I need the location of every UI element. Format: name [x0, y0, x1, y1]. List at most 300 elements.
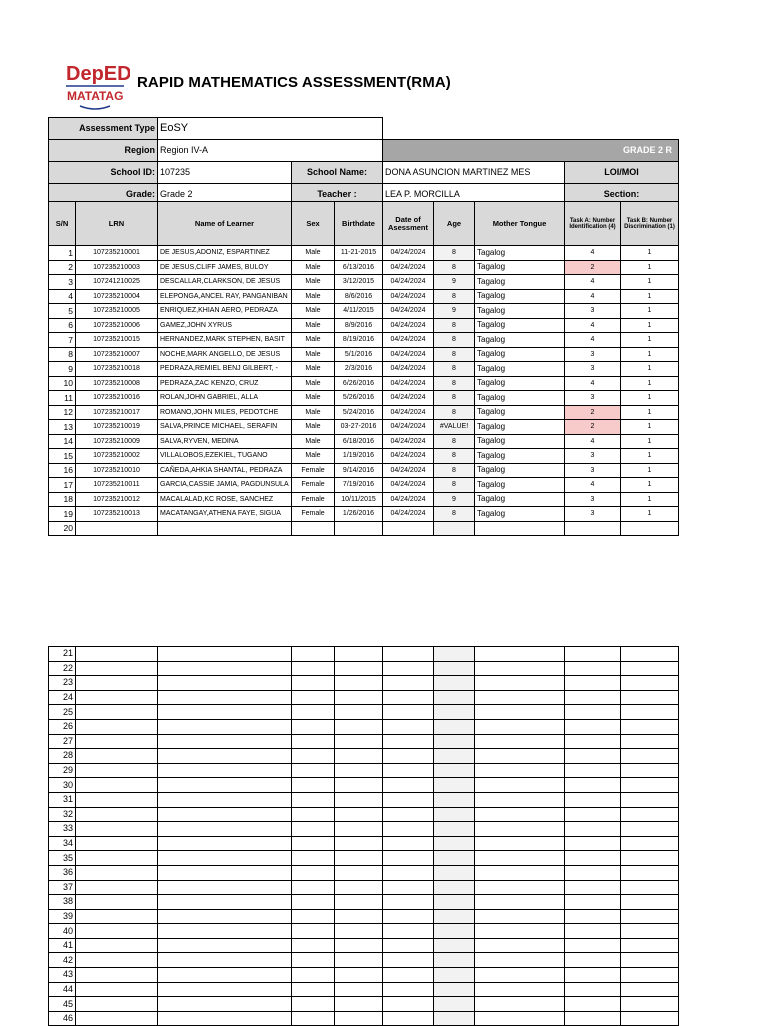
empty-cell[interactable]	[292, 705, 335, 720]
cell-name[interactable]: ELEPONGA,ANCEL RAY, PANGANIBAN	[158, 289, 292, 304]
cell-a[interactable]: 4	[565, 275, 621, 290]
empty-cell[interactable]	[475, 953, 565, 968]
cell-date[interactable]: 04/24/2024	[383, 376, 434, 391]
cell-sn[interactable]: 3	[49, 275, 76, 290]
cell-age[interactable]: #VALUE!	[434, 420, 475, 435]
cell-b[interactable]: 1	[621, 463, 679, 478]
cell-age[interactable]: 8	[434, 318, 475, 333]
empty-cell[interactable]	[158, 763, 292, 778]
cell-a[interactable]: 4	[565, 246, 621, 261]
cell-age[interactable]: 8	[434, 449, 475, 464]
cell-a[interactable]: 4	[565, 318, 621, 333]
empty-cell[interactable]	[383, 763, 434, 778]
empty-cell[interactable]	[434, 792, 475, 807]
empty-cell[interactable]	[565, 822, 621, 837]
cell-mt[interactable]	[475, 521, 565, 536]
cell-b[interactable]: 1	[621, 347, 679, 362]
cell-sn[interactable]: 10	[49, 376, 76, 391]
empty-cell[interactable]	[76, 792, 158, 807]
empty-cell[interactable]	[158, 822, 292, 837]
empty-cell[interactable]	[76, 865, 158, 880]
cell-age[interactable]: 8	[434, 376, 475, 391]
cell-age[interactable]: 8	[434, 478, 475, 493]
cell-b[interactable]: 1	[621, 289, 679, 304]
cell-date[interactable]: 04/24/2024	[383, 289, 434, 304]
cell-name[interactable]: GAMEZ,JOHN XYRUS	[158, 318, 292, 333]
empty-cell[interactable]	[621, 734, 679, 749]
cell-sn[interactable]: 18	[49, 492, 76, 507]
cell-a[interactable]: 4	[565, 434, 621, 449]
cell-lrn[interactable]: 107235210001	[76, 246, 158, 261]
empty-cell[interactable]	[335, 997, 383, 1012]
cell-sn[interactable]: 39	[49, 909, 76, 924]
empty-cell[interactable]	[292, 865, 335, 880]
cell-sn[interactable]: 32	[49, 807, 76, 822]
school-name-value[interactable]: DONA ASUNCION MARTINEZ MES	[383, 162, 565, 184]
empty-cell[interactable]	[434, 865, 475, 880]
empty-cell[interactable]	[76, 938, 158, 953]
empty-cell[interactable]	[292, 909, 335, 924]
school-id-value[interactable]: 107235	[158, 162, 292, 184]
empty-cell[interactable]	[621, 705, 679, 720]
empty-cell[interactable]	[475, 647, 565, 662]
empty-cell[interactable]	[621, 836, 679, 851]
cell-lrn[interactable]: 107235210003	[76, 260, 158, 275]
cell-b[interactable]: 1	[621, 333, 679, 348]
cell-a[interactable]: 4	[565, 333, 621, 348]
empty-cell[interactable]	[292, 836, 335, 851]
empty-cell[interactable]	[158, 734, 292, 749]
cell-age[interactable]	[434, 521, 475, 536]
empty-cell[interactable]	[76, 909, 158, 924]
cell-age[interactable]: 8	[434, 507, 475, 522]
empty-cell[interactable]	[292, 924, 335, 939]
cell-b[interactable]: 1	[621, 434, 679, 449]
empty-cell[interactable]	[434, 924, 475, 939]
empty-cell[interactable]	[383, 968, 434, 983]
empty-cell[interactable]	[565, 909, 621, 924]
cell-sn[interactable]: 27	[49, 734, 76, 749]
cell-b[interactable]	[621, 521, 679, 536]
empty-cell[interactable]	[158, 792, 292, 807]
empty-cell[interactable]	[565, 953, 621, 968]
cell-b[interactable]: 1	[621, 318, 679, 333]
cell-a[interactable]: 3	[565, 362, 621, 377]
empty-cell[interactable]	[76, 690, 158, 705]
empty-cell[interactable]	[565, 647, 621, 662]
empty-cell[interactable]	[383, 661, 434, 676]
cell-lrn[interactable]: 107235210005	[76, 304, 158, 319]
empty-cell[interactable]	[76, 997, 158, 1012]
cell-sex[interactable]: Male	[292, 420, 335, 435]
empty-cell[interactable]	[434, 909, 475, 924]
cell-sex[interactable]: Male	[292, 376, 335, 391]
empty-cell[interactable]	[158, 880, 292, 895]
cell-birth[interactable]: 1/26/2016	[335, 507, 383, 522]
cell-mt[interactable]: Tagalog	[475, 434, 565, 449]
cell-name[interactable]: DESCALLAR,CLARKSON, DE JESUS	[158, 275, 292, 290]
empty-cell[interactable]	[158, 836, 292, 851]
cell-a[interactable]: 3	[565, 507, 621, 522]
empty-cell[interactable]	[565, 690, 621, 705]
empty-cell[interactable]	[475, 836, 565, 851]
cell-birth[interactable]: 8/9/2016	[335, 318, 383, 333]
cell-b[interactable]: 1	[621, 260, 679, 275]
empty-cell[interactable]	[383, 997, 434, 1012]
empty-cell[interactable]	[621, 982, 679, 997]
empty-cell[interactable]	[383, 690, 434, 705]
cell-mt[interactable]: Tagalog	[475, 478, 565, 493]
empty-cell[interactable]	[565, 734, 621, 749]
cell-sn[interactable]: 9	[49, 362, 76, 377]
empty-cell[interactable]	[292, 690, 335, 705]
empty-cell[interactable]	[475, 895, 565, 910]
empty-cell[interactable]	[475, 676, 565, 691]
cell-sn[interactable]: 13	[49, 420, 76, 435]
cell-lrn[interactable]: 107235210011	[76, 478, 158, 493]
empty-cell[interactable]	[335, 953, 383, 968]
empty-cell[interactable]	[158, 705, 292, 720]
cell-date[interactable]: 04/24/2024	[383, 275, 434, 290]
cell-name[interactable]: PEDRAZA,ZAC KENZO, CRUZ	[158, 376, 292, 391]
cell-a[interactable]: 3	[565, 304, 621, 319]
cell-sex[interactable]: Male	[292, 449, 335, 464]
empty-cell[interactable]	[383, 734, 434, 749]
empty-cell[interactable]	[292, 792, 335, 807]
empty-cell[interactable]	[158, 909, 292, 924]
cell-sn[interactable]: 25	[49, 705, 76, 720]
empty-cell[interactable]	[292, 968, 335, 983]
cell-name[interactable]: SALVA,RYVEN, MEDINA	[158, 434, 292, 449]
empty-cell[interactable]	[335, 763, 383, 778]
empty-cell[interactable]	[621, 763, 679, 778]
empty-cell[interactable]	[621, 749, 679, 764]
empty-cell[interactable]	[621, 778, 679, 793]
cell-birth[interactable]	[335, 521, 383, 536]
cell-mt[interactable]: Tagalog	[475, 260, 565, 275]
cell-sex[interactable]: Male	[292, 275, 335, 290]
cell-sn[interactable]: 35	[49, 851, 76, 866]
cell-sn[interactable]: 2	[49, 260, 76, 275]
empty-cell[interactable]	[621, 924, 679, 939]
empty-cell[interactable]	[76, 676, 158, 691]
cell-a[interactable]: 3	[565, 347, 621, 362]
cell-lrn[interactable]: 107235210013	[76, 507, 158, 522]
empty-cell[interactable]	[383, 938, 434, 953]
empty-cell[interactable]	[292, 661, 335, 676]
empty-cell[interactable]	[621, 676, 679, 691]
cell-name[interactable]: ENRIQUEZ,KHIAN AERO, PEDRAZA	[158, 304, 292, 319]
cell-birth[interactable]: 3/12/2015	[335, 275, 383, 290]
cell-birth[interactable]: 10/11/2015	[335, 492, 383, 507]
cell-b[interactable]: 1	[621, 362, 679, 377]
cell-sex[interactable]: Male	[292, 260, 335, 275]
cell-b[interactable]: 1	[621, 478, 679, 493]
cell-mt[interactable]: Tagalog	[475, 376, 565, 391]
empty-cell[interactable]	[434, 938, 475, 953]
cell-sn[interactable]: 24	[49, 690, 76, 705]
cell-a[interactable]: 3	[565, 492, 621, 507]
empty-cell[interactable]	[434, 763, 475, 778]
empty-cell[interactable]	[158, 647, 292, 662]
cell-sn[interactable]: 19	[49, 507, 76, 522]
cell-lrn[interactable]: 107235210009	[76, 434, 158, 449]
cell-b[interactable]: 1	[621, 376, 679, 391]
cell-sex[interactable]: Male	[292, 391, 335, 406]
cell-age[interactable]: 9	[434, 492, 475, 507]
cell-date[interactable]: 04/24/2024	[383, 304, 434, 319]
cell-sex[interactable]: Male	[292, 289, 335, 304]
empty-cell[interactable]	[434, 968, 475, 983]
cell-lrn[interactable]: 107235210008	[76, 376, 158, 391]
cell-age[interactable]: 9	[434, 304, 475, 319]
empty-cell[interactable]	[434, 880, 475, 895]
cell-age[interactable]: 8	[434, 405, 475, 420]
cell-sn[interactable]: 34	[49, 836, 76, 851]
empty-cell[interactable]	[335, 647, 383, 662]
empty-cell[interactable]	[565, 661, 621, 676]
cell-birth[interactable]: 2/3/2016	[335, 362, 383, 377]
empty-cell[interactable]	[383, 749, 434, 764]
cell-a[interactable]: 4	[565, 376, 621, 391]
empty-cell[interactable]	[292, 997, 335, 1012]
cell-name[interactable]	[158, 521, 292, 536]
empty-cell[interactable]	[621, 661, 679, 676]
cell-birth[interactable]: 03-27-2016	[335, 420, 383, 435]
cell-date[interactable]: 04/24/2024	[383, 333, 434, 348]
cell-sn[interactable]: 21	[49, 647, 76, 662]
cell-date[interactable]: 04/24/2024	[383, 478, 434, 493]
cell-birth[interactable]: 5/1/2016	[335, 347, 383, 362]
empty-cell[interactable]	[335, 719, 383, 734]
cell-birth[interactable]: 6/26/2016	[335, 376, 383, 391]
cell-sn[interactable]: 15	[49, 449, 76, 464]
cell-lrn[interactable]: 107235210019	[76, 420, 158, 435]
empty-cell[interactable]	[434, 836, 475, 851]
empty-cell[interactable]	[475, 968, 565, 983]
cell-name[interactable]: SALVA,PRINCE MICHAEL, SERAFIN	[158, 420, 292, 435]
region-value[interactable]: Region IV-A	[158, 140, 383, 162]
cell-b[interactable]: 1	[621, 420, 679, 435]
cell-a[interactable]: 3	[565, 449, 621, 464]
cell-mt[interactable]: Tagalog	[475, 391, 565, 406]
empty-cell[interactable]	[383, 953, 434, 968]
empty-cell[interactable]	[76, 647, 158, 662]
empty-cell[interactable]	[158, 982, 292, 997]
cell-sex[interactable]: Male	[292, 405, 335, 420]
empty-cell[interactable]	[621, 647, 679, 662]
cell-birth[interactable]: 6/13/2016	[335, 260, 383, 275]
empty-cell[interactable]	[621, 690, 679, 705]
empty-cell[interactable]	[76, 719, 158, 734]
empty-cell[interactable]	[434, 895, 475, 910]
empty-cell[interactable]	[565, 807, 621, 822]
cell-a[interactable]: 4	[565, 289, 621, 304]
cell-lrn[interactable]: 107235210016	[76, 391, 158, 406]
empty-cell[interactable]	[621, 968, 679, 983]
empty-cell[interactable]	[565, 938, 621, 953]
empty-cell[interactable]	[292, 763, 335, 778]
cell-sn[interactable]: 7	[49, 333, 76, 348]
cell-date[interactable]: 04/24/2024	[383, 434, 434, 449]
cell-name[interactable]: DE JESUS,CLIFF JAMES, BULOY	[158, 260, 292, 275]
cell-age[interactable]: 8	[434, 434, 475, 449]
empty-cell[interactable]	[565, 968, 621, 983]
cell-date[interactable]: 04/24/2024	[383, 391, 434, 406]
cell-mt[interactable]: Tagalog	[475, 333, 565, 348]
empty-cell[interactable]	[292, 676, 335, 691]
empty-cell[interactable]	[383, 851, 434, 866]
empty-cell[interactable]	[76, 661, 158, 676]
cell-mt[interactable]: Tagalog	[475, 304, 565, 319]
cell-sex[interactable]: Male	[292, 333, 335, 348]
cell-a[interactable]: 3	[565, 391, 621, 406]
cell-date[interactable]: 04/24/2024	[383, 347, 434, 362]
empty-cell[interactable]	[292, 807, 335, 822]
empty-cell[interactable]	[434, 719, 475, 734]
cell-b[interactable]: 1	[621, 405, 679, 420]
cell-sex[interactable]: Male	[292, 347, 335, 362]
empty-cell[interactable]	[383, 822, 434, 837]
empty-cell[interactable]	[434, 705, 475, 720]
cell-sn[interactable]: 23	[49, 676, 76, 691]
cell-sn[interactable]: 38	[49, 895, 76, 910]
cell-age[interactable]: 8	[434, 463, 475, 478]
empty-cell[interactable]	[158, 851, 292, 866]
empty-cell[interactable]	[292, 953, 335, 968]
cell-age[interactable]: 8	[434, 289, 475, 304]
cell-age[interactable]: 8	[434, 362, 475, 377]
empty-cell[interactable]	[292, 822, 335, 837]
cell-sn[interactable]: 12	[49, 405, 76, 420]
cell-age[interactable]: 8	[434, 246, 475, 261]
empty-cell[interactable]	[158, 968, 292, 983]
cell-lrn[interactable]: 107235210006	[76, 318, 158, 333]
cell-sn[interactable]: 4	[49, 289, 76, 304]
empty-cell[interactable]	[335, 851, 383, 866]
cell-lrn[interactable]: 107235210017	[76, 405, 158, 420]
cell-sex[interactable]: Female	[292, 507, 335, 522]
cell-lrn[interactable]: 107235210015	[76, 333, 158, 348]
empty-cell[interactable]	[434, 982, 475, 997]
empty-cell[interactable]	[335, 705, 383, 720]
empty-cell[interactable]	[621, 807, 679, 822]
empty-cell[interactable]	[158, 778, 292, 793]
empty-cell[interactable]	[434, 851, 475, 866]
cell-sn[interactable]: 17	[49, 478, 76, 493]
cell-date[interactable]: 04/24/2024	[383, 318, 434, 333]
cell-birth[interactable]: 5/26/2016	[335, 391, 383, 406]
cell-sn[interactable]: 14	[49, 434, 76, 449]
cell-lrn[interactable]: 107235210018	[76, 362, 158, 377]
empty-cell[interactable]	[76, 749, 158, 764]
empty-cell[interactable]	[621, 909, 679, 924]
empty-cell[interactable]	[158, 719, 292, 734]
empty-cell[interactable]	[158, 807, 292, 822]
empty-cell[interactable]	[621, 880, 679, 895]
empty-cell[interactable]	[335, 982, 383, 997]
cell-mt[interactable]: Tagalog	[475, 449, 565, 464]
cell-sn[interactable]: 16	[49, 463, 76, 478]
empty-cell[interactable]	[434, 690, 475, 705]
cell-mt[interactable]: Tagalog	[475, 405, 565, 420]
empty-cell[interactable]	[565, 895, 621, 910]
cell-date[interactable]	[383, 521, 434, 536]
empty-cell[interactable]	[475, 982, 565, 997]
empty-cell[interactable]	[475, 938, 565, 953]
cell-sex[interactable]	[292, 521, 335, 536]
cell-sn[interactable]: 42	[49, 953, 76, 968]
empty-cell[interactable]	[158, 661, 292, 676]
empty-cell[interactable]	[621, 792, 679, 807]
cell-sn[interactable]: 28	[49, 749, 76, 764]
cell-b[interactable]: 1	[621, 304, 679, 319]
cell-birth[interactable]: 9/14/2016	[335, 463, 383, 478]
empty-cell[interactable]	[565, 924, 621, 939]
empty-cell[interactable]	[292, 734, 335, 749]
empty-cell[interactable]	[434, 807, 475, 822]
cell-sn[interactable]: 1	[49, 246, 76, 261]
empty-cell[interactable]	[565, 880, 621, 895]
empty-cell[interactable]	[383, 719, 434, 734]
empty-cell[interactable]	[434, 734, 475, 749]
cell-lrn[interactable]: 107241210025	[76, 275, 158, 290]
cell-birth[interactable]: 1/19/2016	[335, 449, 383, 464]
empty-cell[interactable]	[335, 690, 383, 705]
cell-sn[interactable]: 26	[49, 719, 76, 734]
empty-cell[interactable]	[434, 953, 475, 968]
empty-cell[interactable]	[434, 647, 475, 662]
cell-sn[interactable]: 20	[49, 521, 76, 536]
empty-cell[interactable]	[475, 690, 565, 705]
cell-name[interactable]: MACATANGAY,ATHENA FAYE, SIGUA	[158, 507, 292, 522]
empty-cell[interactable]	[475, 719, 565, 734]
cell-date[interactable]: 04/24/2024	[383, 246, 434, 261]
empty-cell[interactable]	[335, 749, 383, 764]
empty-cell[interactable]	[76, 807, 158, 822]
empty-cell[interactable]	[434, 822, 475, 837]
empty-cell[interactable]	[434, 661, 475, 676]
cell-date[interactable]: 04/24/2024	[383, 362, 434, 377]
cell-name[interactable]: ROLAN,JOHN GABRIEL, ALLA	[158, 391, 292, 406]
empty-cell[interactable]	[335, 895, 383, 910]
cell-sn[interactable]: 29	[49, 763, 76, 778]
empty-cell[interactable]	[292, 778, 335, 793]
empty-cell[interactable]	[621, 719, 679, 734]
empty-cell[interactable]	[335, 909, 383, 924]
cell-birth[interactable]: 8/19/2016	[335, 333, 383, 348]
empty-cell[interactable]	[158, 997, 292, 1012]
empty-cell[interactable]	[383, 924, 434, 939]
empty-cell[interactable]	[565, 676, 621, 691]
cell-a[interactable]: 3	[565, 463, 621, 478]
empty-cell[interactable]	[335, 880, 383, 895]
empty-cell[interactable]	[565, 865, 621, 880]
empty-cell[interactable]	[383, 792, 434, 807]
cell-b[interactable]: 1	[621, 275, 679, 290]
cell-name[interactable]: CAÑEDA,AHKIA SHANTAL, PEDRAZA	[158, 463, 292, 478]
empty-cell[interactable]	[76, 778, 158, 793]
cell-sex[interactable]: Female	[292, 478, 335, 493]
cell-lrn[interactable]: 107235210007	[76, 347, 158, 362]
empty-cell[interactable]	[565, 982, 621, 997]
cell-date[interactable]: 04/24/2024	[383, 492, 434, 507]
cell-birth[interactable]: 5/24/2016	[335, 405, 383, 420]
empty-cell[interactable]	[76, 836, 158, 851]
cell-sn[interactable]: 40	[49, 924, 76, 939]
cell-sex[interactable]: Female	[292, 492, 335, 507]
cell-a[interactable]: 2	[565, 405, 621, 420]
